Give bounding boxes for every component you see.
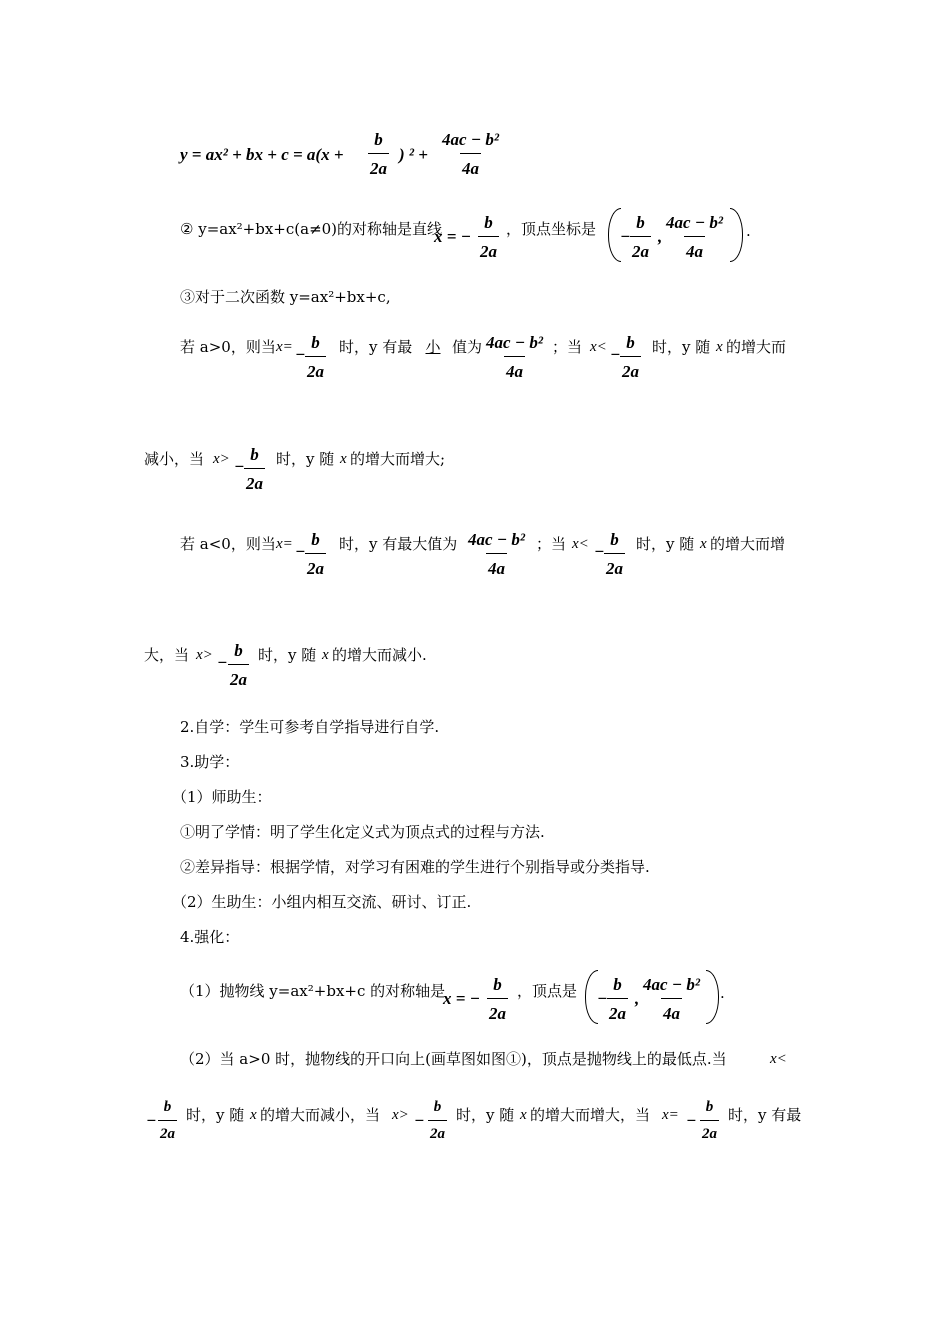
minus-sign: − <box>414 1111 425 1130</box>
case-text: 时，y 随 <box>636 535 695 553</box>
comma: , <box>658 227 663 246</box>
x-variable: x <box>716 339 723 355</box>
minus-sign: − <box>295 345 306 364</box>
self-study-line: 2.自学：学生可参考自学指导进行自学. <box>180 718 440 736</box>
case-text: 时，y 有最大值为 <box>339 535 458 553</box>
fraction-b-over-2a: $\frac{b}{2a}$ <box>160 1099 175 1142</box>
x-less-than: x< <box>572 536 589 552</box>
axis-equation: x = − <box>443 989 480 1008</box>
right-paren <box>730 208 743 262</box>
fraction-b-over-2a: $\frac{b}{2a}$ <box>307 333 324 381</box>
case-text: ；当 <box>552 338 583 356</box>
case-text: 的增大而增大; <box>350 450 446 468</box>
case-text: 的增大而增 <box>710 535 786 553</box>
x-greater-than: x> <box>196 647 213 663</box>
item3-text: ③对于二次函数 y=ax²+bx+c, <box>180 288 391 306</box>
case-a-negative-cont: 大，当 <box>144 646 190 664</box>
case-text: 值为 <box>452 338 483 356</box>
fraction-4ac-b2-over-4a: $\frac{\text{4ac − b²}}{4a}$ <box>468 530 525 578</box>
x-equals: x= <box>662 1107 679 1123</box>
right-paren <box>706 970 719 1024</box>
x-equals: x= <box>276 536 293 552</box>
x-equals: x= <box>276 339 293 355</box>
minus-sign: − <box>234 457 245 476</box>
case-a-positive-cont: 减小，当 <box>144 450 205 468</box>
case-text: 时，y 随 <box>186 1106 245 1124</box>
vertex-coordinate-label: ，顶点坐标是 <box>506 220 597 238</box>
period: . <box>746 222 751 240</box>
x-greater-than: x> <box>213 451 230 467</box>
question-1-text: （1）抛物线 y=ax²+bx+c 的对称轴是 <box>180 982 446 1000</box>
reinforce-heading: 4.强化： <box>180 928 240 946</box>
minus-sign: − <box>594 542 605 561</box>
fraction-b-over-2a: $\frac{b}{2a}$ <box>606 530 623 578</box>
x-greater-than: x> <box>392 1107 409 1123</box>
x-less-than: x< <box>590 339 607 355</box>
minus-sign: − <box>686 1111 697 1130</box>
case-text: 的增大而减小. <box>332 646 427 664</box>
minus-sign: − <box>295 542 306 561</box>
minus-sign: − <box>610 345 621 364</box>
fill-blank-answer: 小 <box>425 338 441 356</box>
case-text: 时，y 随 <box>258 646 317 664</box>
fraction-b-over-2a: $\frac{b}{2a}$ <box>230 641 247 689</box>
case-text: 时，y 随 <box>276 450 335 468</box>
fraction-4ac-b2-over-4a: $\frac{\text{4ac − b²}}{4a}$ <box>442 130 499 178</box>
fraction-b-over-2a: $\frac{b}{2a}$ <box>307 530 324 578</box>
case-text: 的增大而 <box>726 338 787 356</box>
minus-sign: − <box>146 1111 157 1130</box>
student-helps-student: （2）生助生：小组内相互交流、研讨、订正. <box>172 893 472 911</box>
fraction-b-over-2a: $\frac{b}{2a}$ <box>430 1099 445 1142</box>
case-text: 时，y 随 <box>456 1106 515 1124</box>
fraction-4ac-b2-over-4a: $\frac{\text{4ac − b²}}{4a}$ <box>643 975 700 1023</box>
period: . <box>720 984 725 1002</box>
vertex-form-square: ) ² + <box>399 145 428 164</box>
vertex-label: ，顶点是 <box>517 982 578 1000</box>
fraction-b-over-2a: $\frac{b}{2a}$ <box>609 975 626 1023</box>
x-variable: x <box>520 1107 527 1123</box>
case-text: ；当 <box>536 535 567 553</box>
fraction-b-over-2a: $\frac{b}{2a}$ <box>246 445 263 493</box>
understand-learning: ①明了学情：明了学生化定义式为顶点式的过程与方法. <box>180 823 545 841</box>
help-study-heading: 3.助学： <box>180 753 240 771</box>
teacher-helps-student: （1）师助生： <box>172 788 272 806</box>
case-text: 的增大而增大，当 <box>530 1106 651 1124</box>
vertex-form-lhs: y = ax² + bx + c = a(x + <box>180 145 344 164</box>
fraction-4ac-b2-over-4a: $\frac{\text{4ac − b²}}{4a}$ <box>486 333 543 381</box>
fraction-4ac-b2-over-4a: $\frac{\text{4ac − b²}}{4a}$ <box>666 213 723 261</box>
minus-sign: − <box>597 989 608 1008</box>
fraction-b-over-2a: $\frac{b}{2a}$ <box>632 213 649 261</box>
x-less-than: x< <box>770 1051 787 1067</box>
case-text: 时，y 有最 <box>728 1106 802 1124</box>
differentiated-guidance: ②差异指导：根据学情，对学习有困难的学生进行个别指导或分类指导. <box>180 858 650 876</box>
x-variable: x <box>340 451 347 467</box>
axis-equation: x = − <box>434 227 471 246</box>
minus-sign: − <box>217 653 228 672</box>
case-text: 时，y 有最 <box>339 338 413 356</box>
case-text: 的增大而减小，当 <box>260 1106 381 1124</box>
axis-of-symmetry-text: ② y=ax²+bx+c(a≠0)的对称轴是直线 <box>180 220 443 238</box>
comma: , <box>635 989 640 1008</box>
case-a-positive: 若 a>0，则当 <box>180 338 276 356</box>
x-variable: x <box>322 647 329 663</box>
fraction-b-over-2a: $\frac{b}{2a}$ <box>702 1099 717 1142</box>
fraction-b-over-2a: $\frac{b}{2a}$ <box>622 333 639 381</box>
fraction-b-over-2a: $\frac{b}{2a}$ <box>370 130 387 178</box>
question-2-line1: （2）当 a>0 时，抛物线的开口向上(画草图如图①)，顶点是抛物线上的最低点.当 <box>180 1050 727 1068</box>
x-variable: x <box>250 1107 257 1123</box>
case-a-negative: 若 a<0，则当 <box>180 535 276 553</box>
x-variable: x <box>700 536 707 552</box>
case-text: 时，y 随 <box>652 338 711 356</box>
fraction-b-over-2a: $\frac{b}{2a}$ <box>480 213 497 261</box>
minus-sign: − <box>620 227 631 246</box>
fraction-b-over-2a: $\frac{b}{2a}$ <box>489 975 506 1023</box>
